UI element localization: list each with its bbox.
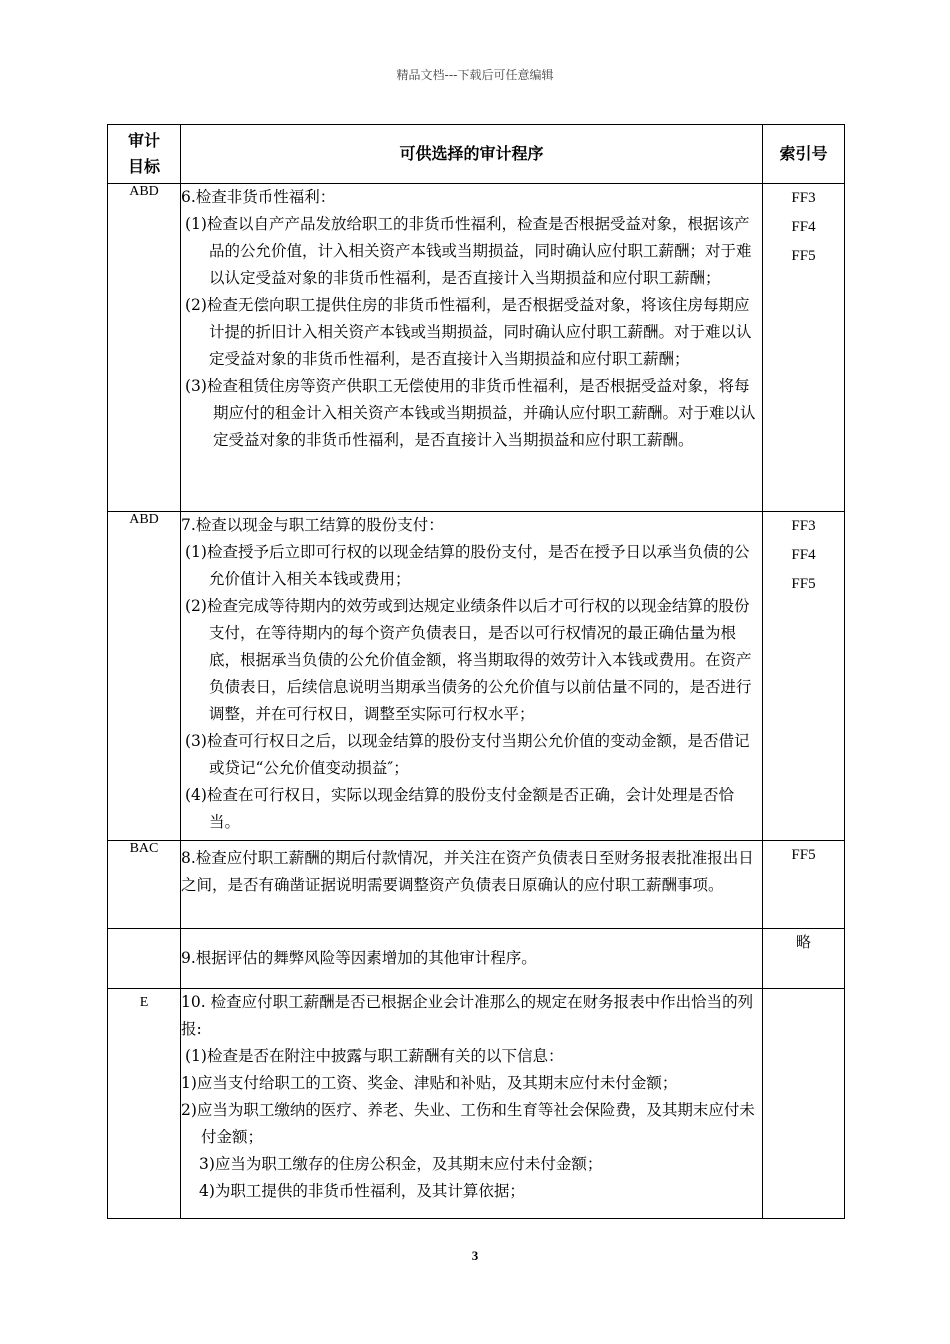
row-procedure (181, 989, 763, 1219)
index-ref: FF5 (791, 248, 816, 264)
procedure-item: (3)检查可行权日之后，以现金结算的股份支付当期公允价值的变动金额，是否借记或贷记“公允价值变动损益″； (185, 732, 750, 777)
procedure-item: (2)检查完成等待期内的效劳或到达规定业绩条件以后才可行权的以现金结算的股份支付，在等待期内的每个资产负债表日，是否以可行权情况的最正确估量为根底，根据承当负债的公允价值金额，将当期取得的效劳计入本钱或费用。在资产负债表日，后续信息说明当期承当债务的公允价值与以前估量不同的，是否进行调整，并在可行权日，调整至实际可行权水平； (185, 597, 752, 723)
procedure-item: (1)检查授予后立即可行权的以现金结算的股份支付，是否在授予日以承当负债的公允价值计入相关本钱或费用； (185, 543, 750, 588)
procedure-item: (1)检查以自产产品发放给职工的非货币性福利，检查是否根据受益对象，根据该产品的公允价值，计入相关资产本钱或当期损益，同时确认应付职工薪酬；对于难以认定受益对象的非货币性福利，是否直接计入当期损益和应付职工薪酬； (185, 215, 752, 287)
procedure-item: 1)应当支付给职工的工资、奖金、津贴和补贴，及其期末应付未付金额； (181, 1074, 678, 1092)
page-number: 3 (471, 1248, 479, 1263)
procedure-title: 10. 检查应付职工薪酬是否已根据企业会计准那么的规定在财务报表中作出恰当的列报: (181, 993, 754, 1038)
index-ref: 略 (795, 935, 811, 951)
audit-procedure-table (107, 124, 845, 1219)
row-goal (108, 929, 181, 989)
index-ref: FF4 (791, 547, 816, 563)
procedure-item: (2)检查无偿向职工提供住房的非货币性福利，是否根据受益对象，将该住房每期应计提的折旧计入相关资产本钱或当期损益，同时确认应付职工薪酬。对于难以认定受益对象的非货币性福利，是否直接计入当期损益和应付职工薪酬； (185, 296, 752, 368)
table-row (108, 512, 845, 841)
row-goal: ABD (108, 184, 181, 512)
table-header-row (108, 125, 845, 184)
row-procedure (181, 929, 763, 989)
table-row (108, 184, 845, 512)
table-row (108, 929, 845, 989)
procedure-title: 8.检查应付职工薪酬的期后付款情况，并关注在资产负债表日至财务报表批准报出日之间，是否有确凿证据说明需要调整资产负债表日原确认的应付职工薪酬事项。 (181, 849, 754, 894)
procedure-item: 4)为职工提供的非货币性福利，及其计算依据； (199, 1182, 525, 1200)
procedure-item: 2)应当为职工缴纳的医疗、养老、失业、工伤和生育等社会保险费，及其期末应付未付金额； (181, 1101, 755, 1146)
row-goal: BAC (108, 841, 181, 929)
row-goal: ABD (108, 512, 181, 841)
row-procedure (181, 841, 763, 929)
procedure-title: 7.检查以现金与职工结算的股份支付： (181, 516, 444, 534)
procedure-title: 6.检查非货币性福利： (181, 188, 336, 206)
index-ref: FF5 (791, 847, 816, 863)
procedure-item: (1)检查是否在附注中披露与职工薪酬有关的以下信息： (185, 1047, 564, 1065)
procedure-item: (3)检查租赁住房等资产供职工无偿使用的非货币性福利，是否根据受益对象，将每期应付的租金计入相关资产本钱或当期损益，并确认应付职工薪酬。对于难以认定受益对象的非货币性福利，是否直接计入当期损益和应付职工薪酬。 (185, 377, 756, 449)
header-index: 索引号 (763, 125, 845, 184)
index-ref: FF4 (791, 219, 816, 235)
row-index (763, 184, 845, 512)
procedure-title: 9.根据评估的舞弊风险等因素增加的其他审计程序。 (181, 949, 537, 967)
index-ref: FF5 (791, 576, 816, 592)
procedure-item: 3)应当为职工缴存的住房公积金，及其期末应付未付金额； (199, 1155, 603, 1173)
row-index (763, 989, 845, 1219)
header-procedure: 可供选择的审计程序 (181, 125, 763, 184)
row-index (763, 929, 845, 989)
row-index (763, 512, 845, 841)
procedure-item: (4)检查在可行权日，实际以现金结算的股份支付金额是否正确，会计处理是否恰当。 (185, 786, 734, 831)
header-goal-line2: 目标 (127, 157, 160, 176)
row-goal: E (108, 989, 181, 1219)
header-goal-line1: 审计 (127, 131, 160, 150)
header-audit-goal (108, 125, 181, 184)
row-procedure (181, 184, 763, 512)
row-procedure (181, 512, 763, 841)
table-row (108, 989, 845, 1219)
index-ref: FF3 (791, 518, 816, 534)
row-index (763, 841, 845, 929)
index-ref: FF3 (791, 190, 816, 206)
table-row (108, 841, 845, 929)
header-note: 精品文档---下载后可任意编辑 (396, 68, 554, 82)
